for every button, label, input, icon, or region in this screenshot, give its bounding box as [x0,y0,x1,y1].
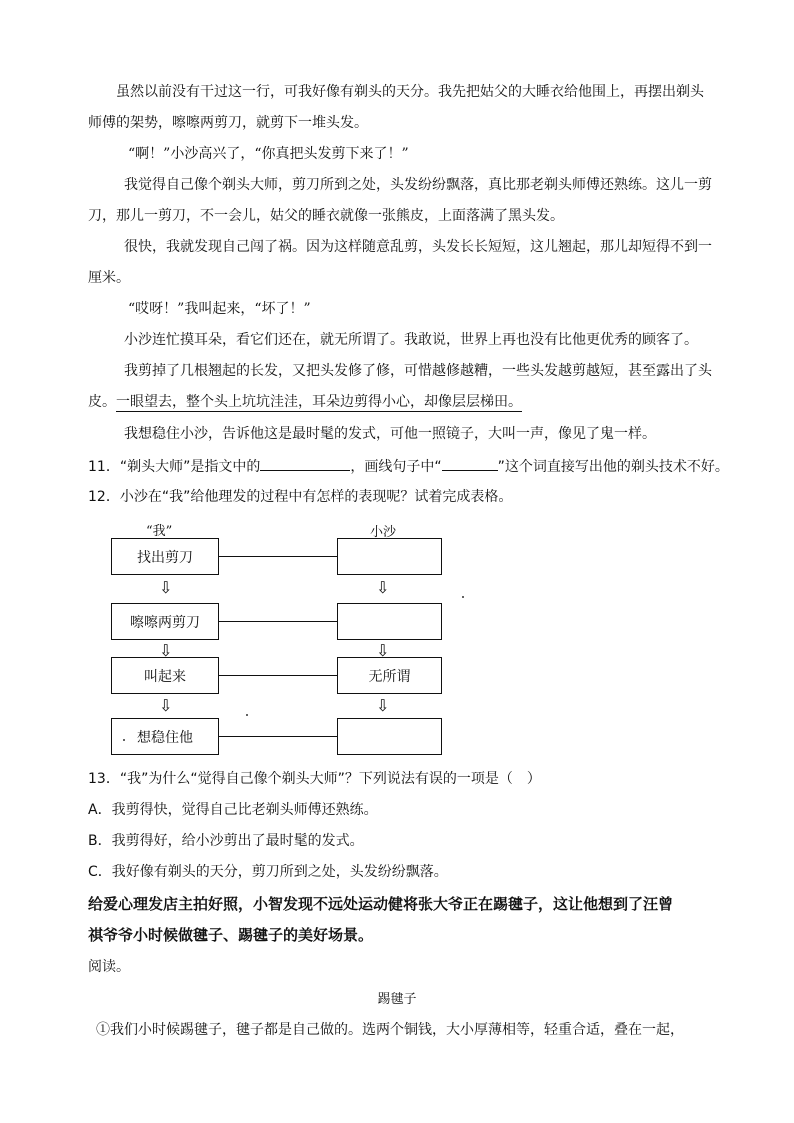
answer-box[interactable] [337,718,442,755]
answer-box: 无所谓 [337,657,442,694]
passage-line: 很快，我就发现自己闯了祸。因为这样随意乱剪，头发长长短短，这儿翘起，那儿却短得不到一 [124,239,712,255]
intro-text: 给爱心理发店主拍好照，小智发现不远处运动健将张大爷正在踢毽子，这让他想到了汪曾 [88,895,674,913]
passage-text: 皮。 [88,394,116,410]
passage-line: 刀，那儿一剪刀，不一会儿，姑父的睡衣就像一张熊皮，上面落满了黑头发。 [88,208,564,224]
question-11 [88,456,729,477]
passage-line: 小沙连忙摸耳朵，看它们还在，就无所谓了。我敢说，世界上再也没有比他更优秀的顾客了。 [124,332,698,348]
left-box: 叫起来 [111,657,219,694]
option-c[interactable]: C．我好像有剃头的天分，剪刀所到之处，头发纷纷飘落。 [88,864,448,880]
scan-speck [462,596,464,598]
down-arrow-icon: ⇩ [376,696,390,715]
passage-line: 虽然以前没有干过这一行，可我好像有剃头的天分。我先把姑父的大睡衣给他围上，再摆出剃头 [116,84,704,100]
q11-text: 11．“剃头大师”是指文中的 [88,459,261,475]
left-box: 嚓嚓两剪刀 [111,603,219,640]
connector-line [219,675,337,676]
passage-line [88,392,522,412]
table-header-me: “我” [146,524,173,539]
q11-text: ，画线句子中“ [350,459,442,475]
read-label: 阅读。 [88,959,130,975]
down-arrow-icon: ⇩ [376,641,390,660]
connector-line [219,736,337,737]
passage-line: 我想稳住小沙，告诉他这是最时髦的发式，可他一照镜子，大叫一声，像见了鬼一样。 [124,426,656,442]
scan-speck [123,739,125,741]
option-a[interactable]: A．我剪得快，觉得自己比老剃头师傅还熟练。 [88,802,378,818]
connector-line [219,556,337,557]
passage-line: “哎呀！”我叫起来，“坏了！” [128,301,311,317]
left-box: 找出剪刀 [111,538,219,575]
passage-line: 我觉得自己像个剃头大师，剪刀所到之处，头发纷纷飘落，真比那老剃头师傅还熟练。这儿一剪 [124,177,712,193]
table-header-xiaosha: 小沙 [370,525,397,540]
q11-text: ”这个词直接写出他的剃头技术不好。 [497,459,729,475]
answer-box[interactable] [337,603,442,640]
down-arrow-icon: ⇩ [159,641,173,660]
option-b[interactable]: B．我剪得好，给小沙剪出了最时髦的发式。 [88,833,364,849]
down-arrow-icon: ⇩ [159,578,173,597]
question-12: 12．小沙在“我”给他理发的过程中有怎样的表现呢？试着完成表格。 [88,489,513,505]
passage-line: 厘米。 [88,270,130,286]
passage-line: “啊！”小沙高兴了，“你真把头发剪下来了！” [128,146,409,162]
question-13: 13．“我”为什么“觉得自己像个剃头大师”？下列说法有误的一项是（ ） [88,771,541,787]
scan-speck [246,714,248,716]
intro-text: 祺爷爷小时候做毽子、踢毽子的美好场景。 [88,926,374,944]
answer-blank[interactable] [260,456,350,471]
down-arrow-icon: ⇩ [376,578,390,597]
down-arrow-icon: ⇩ [159,696,173,715]
passage-line: 师傅的架势，嚓嚓两剪刀，就剪下一堆头发。 [88,115,368,131]
article-title: 踢毽子 [377,992,417,1007]
connector-line [219,621,337,622]
passage-line: 我剪掉了几根翘起的长发，又把头发修了修，可惜越修越糟，一些头发越剪越短，甚至露出了头 [124,363,712,379]
answer-blank[interactable] [442,456,498,471]
answer-box[interactable] [337,538,442,575]
underlined-sentence: 一眼望去，整个头上坑坑洼洼，耳朵边剪得小心，却像层层梯田。 [116,394,522,410]
left-box: 想稳住他 [111,718,219,755]
article-paragraph: ①我们小时候踢毽子，毽子都是自己做的。选两个铜钱，大小厚薄相等，轻重合适，叠在一起， [96,1022,684,1038]
